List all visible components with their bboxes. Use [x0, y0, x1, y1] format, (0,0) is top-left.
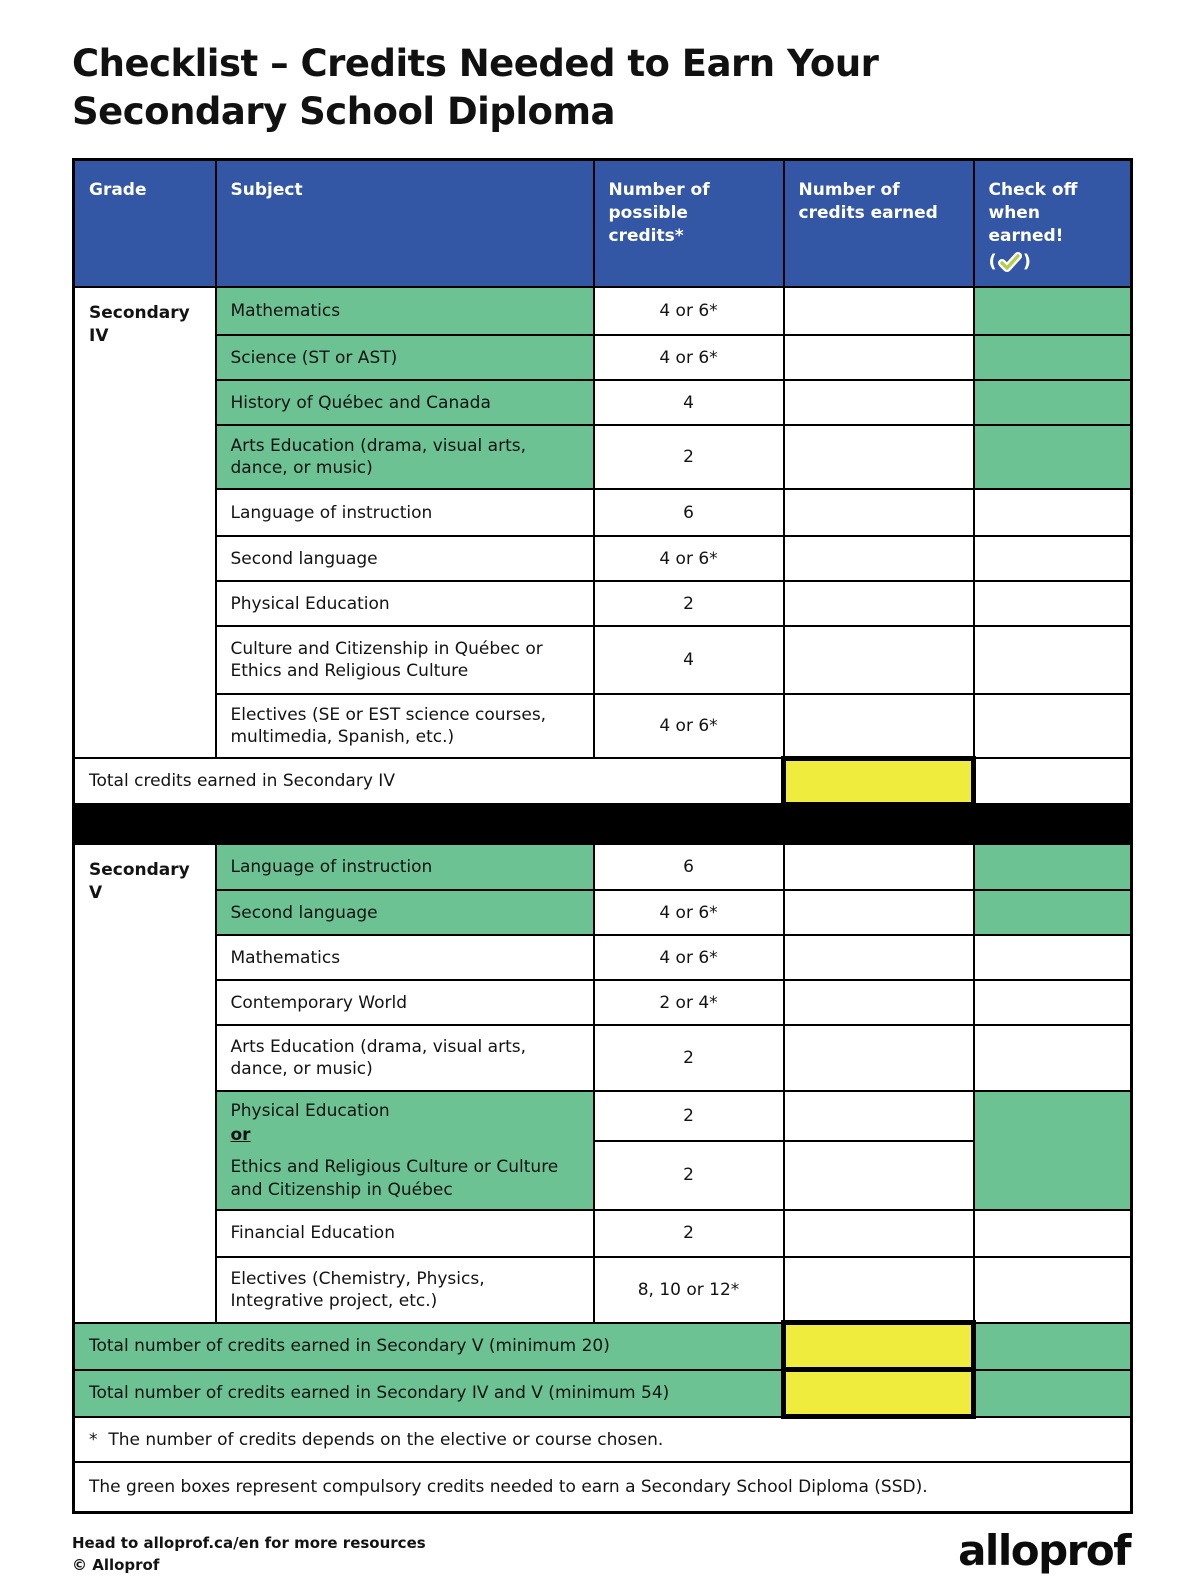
asterisk: *	[89, 1430, 98, 1451]
table-row	[74, 890, 1132, 935]
possible-credits-cell: 2	[594, 1091, 784, 1141]
check-off-cell[interactable]	[974, 1257, 1132, 1323]
check-off-label: Check off when earned!	[988, 180, 1078, 247]
check-off-cell[interactable]	[974, 425, 1132, 489]
col-header-subject: Subject	[216, 160, 594, 288]
page-title: Checklist – Credits Needed to Earn Your Secondary School Diploma	[72, 42, 879, 134]
possible-credits-cell: 8, 10 or 12*	[594, 1257, 784, 1323]
col-header-possible-credits: Number of possible credits*	[594, 160, 784, 288]
table-row	[74, 980, 1132, 1025]
ethics-option-label: Ethics and Religious Culture or Culture and Citizenship in Québec	[230, 1157, 559, 1200]
credits-earned-cell[interactable]	[784, 536, 974, 581]
check-off-cell[interactable]	[974, 536, 1132, 581]
credits-earned-cell[interactable]	[784, 980, 974, 1025]
grade-cell-secondary-iv: Secondary IV	[74, 287, 216, 758]
footer-copyright: © Alloprof	[72, 1556, 160, 1575]
check-off-cell[interactable]	[974, 380, 1132, 425]
possible-credits-cell: 4 or 6*	[594, 287, 784, 335]
footer-text	[72, 1528, 426, 1577]
total-secondary-iv-row	[74, 758, 1132, 804]
total-secondary-iv-and-v-input-box[interactable]	[784, 1370, 974, 1417]
check-badge	[989, 250, 1031, 274]
possible-credits-cell: 6	[594, 489, 784, 536]
col-header-grade: Grade	[74, 160, 216, 288]
check-off-cell	[974, 1370, 1132, 1417]
credits-earned-cell[interactable]	[784, 1141, 974, 1210]
total-secondary-v-label: Total number of credits earned in Secondary V (minimum 20)	[74, 1323, 784, 1370]
subject-cell: Second language	[216, 536, 594, 581]
possible-credits-cell: 2	[594, 425, 784, 489]
possible-credits-cell: 4 or 6*	[594, 890, 784, 935]
table-row	[74, 1025, 1132, 1091]
subject-cell: Electives (SE or EST science courses, multimedia, Spanish, etc.)	[216, 694, 594, 758]
table-row	[74, 626, 1132, 694]
table-row	[74, 844, 1132, 890]
col-header-check-off	[974, 160, 1132, 288]
col-header-credits-earned: Number of credits earned	[784, 160, 974, 288]
subject-cell: Arts Education (drama, visual arts, dance, or music)	[216, 425, 594, 489]
double-checkmark-icon	[998, 253, 1022, 272]
asterisk-note	[74, 1417, 1132, 1463]
section-separator	[74, 804, 1132, 844]
separator-band	[74, 804, 1132, 844]
total-secondary-v-input-box[interactable]	[784, 1323, 974, 1370]
table-row	[74, 425, 1132, 489]
credits-earned-cell[interactable]	[784, 287, 974, 335]
possible-credits-cell: 6	[594, 844, 784, 890]
check-off-cell[interactable]	[974, 980, 1132, 1025]
subject-cell: Electives (Chemistry, Physics, Integrative project, etc.)	[216, 1257, 594, 1323]
check-off-cell[interactable]	[974, 1210, 1132, 1257]
total-secondary-v-row	[74, 1323, 1132, 1370]
check-off-cell[interactable]	[974, 287, 1132, 335]
total-secondary-iv-input-box[interactable]	[784, 758, 974, 804]
subject-cell: Contemporary World	[216, 980, 594, 1025]
asterisk-note-row	[74, 1417, 1132, 1463]
open-paren: (	[988, 251, 997, 272]
credits-earned-cell[interactable]	[784, 844, 974, 890]
credits-earned-cell[interactable]	[784, 1257, 974, 1323]
subject-cell: Mathematics	[216, 935, 594, 980]
possible-credits-cell: 4 or 6*	[594, 335, 784, 380]
close-paren: )	[1022, 251, 1031, 272]
credits-earned-cell[interactable]	[784, 380, 974, 425]
table-row	[74, 489, 1132, 536]
check-off-cell[interactable]	[974, 694, 1132, 758]
green-boxes-note-row	[74, 1462, 1132, 1512]
check-off-cell[interactable]	[974, 935, 1132, 980]
check-off-cell	[974, 1323, 1132, 1370]
pe-option-label: Physical Education	[230, 1101, 390, 1122]
alloprof-logo: alloprof	[958, 1525, 1130, 1575]
credits-earned-cell[interactable]	[784, 694, 974, 758]
credits-earned-cell[interactable]	[784, 890, 974, 935]
table-row	[74, 581, 1132, 626]
table-row-pe-or-ethics	[74, 1091, 1132, 1141]
check-off-cell[interactable]	[974, 890, 1132, 935]
subject-cell: History of Québec and Canada	[216, 380, 594, 425]
subject-cell: Mathematics	[216, 287, 594, 335]
possible-credits-cell: 4	[594, 380, 784, 425]
check-off-cell[interactable]	[974, 581, 1132, 626]
table-row	[74, 1257, 1132, 1323]
subject-cell: Language of instruction	[216, 489, 594, 536]
possible-credits-cell: 4	[594, 626, 784, 694]
possible-credits-cell: 2	[594, 1025, 784, 1091]
possible-credits-cell: 2	[594, 581, 784, 626]
credits-earned-cell[interactable]	[784, 489, 974, 536]
total-secondary-iv-and-v-label: Total number of credits earned in Secondary IV and V (minimum 54)	[74, 1370, 784, 1417]
total-secondary-iv-label: Total credits earned in Secondary IV	[74, 758, 784, 804]
possible-credits-cell: 2	[594, 1210, 784, 1257]
green-boxes-note: The green boxes represent compulsory credits needed to earn a Secondary School Diploma (SSD).	[74, 1462, 1132, 1512]
credits-earned-cell[interactable]	[784, 581, 974, 626]
subject-cell: Science (ST or AST)	[216, 335, 594, 380]
footer-resources-line: Head to alloprof.ca/en for more resources	[72, 1533, 426, 1552]
credits-earned-cell[interactable]	[784, 1091, 974, 1141]
credits-earned-cell[interactable]	[784, 1025, 974, 1091]
check-off-cell[interactable]	[974, 489, 1132, 536]
credits-checklist-table	[72, 158, 1133, 1514]
grade-cell-secondary-v: Secondary V	[74, 844, 216, 1322]
credits-earned-cell[interactable]	[784, 935, 974, 980]
credits-earned-cell[interactable]	[784, 1210, 974, 1257]
check-off-cell[interactable]	[974, 1025, 1132, 1091]
table-header-row	[74, 160, 1132, 288]
possible-credits-cell: 2 or 4*	[594, 980, 784, 1025]
asterisk-note-text: The number of credits depends on the elective or course chosen.	[108, 1430, 664, 1451]
possible-credits-cell: 2	[594, 1141, 784, 1210]
check-off-cell	[974, 758, 1132, 804]
subject-cell-pe-or-ethics	[216, 1091, 594, 1209]
credits-earned-cell[interactable]	[784, 425, 974, 489]
subject-cell: Language of instruction	[216, 844, 594, 890]
credits-earned-cell[interactable]	[784, 626, 974, 694]
possible-credits-cell: 4 or 6*	[594, 694, 784, 758]
possible-credits-cell: 4 or 6*	[594, 935, 784, 980]
table-row	[74, 935, 1132, 980]
table-row	[74, 536, 1132, 581]
check-off-cell[interactable]	[974, 626, 1132, 694]
check-off-cell[interactable]	[974, 844, 1132, 890]
total-secondary-iv-and-v-row	[74, 1370, 1132, 1417]
subject-cell: Culture and Citizenship in Québec or Ethics and Religious Culture	[216, 626, 594, 694]
subject-cell: Arts Education (drama, visual arts, dance, or music)	[216, 1025, 594, 1091]
page-footer	[72, 1525, 1130, 1577]
check-off-cell[interactable]	[974, 335, 1132, 380]
table-row	[74, 335, 1132, 380]
possible-credits-cell: 4 or 6*	[594, 536, 784, 581]
table-row	[74, 287, 1132, 335]
subject-cell: Financial Education	[216, 1210, 594, 1257]
or-label: or	[230, 1125, 251, 1146]
subject-cell: Second language	[216, 890, 594, 935]
check-off-cell[interactable]	[974, 1091, 1132, 1209]
table-row	[74, 380, 1132, 425]
credits-earned-cell[interactable]	[784, 335, 974, 380]
subject-cell: Physical Education	[216, 581, 594, 626]
table-row	[74, 694, 1132, 758]
table-row	[74, 1210, 1132, 1257]
